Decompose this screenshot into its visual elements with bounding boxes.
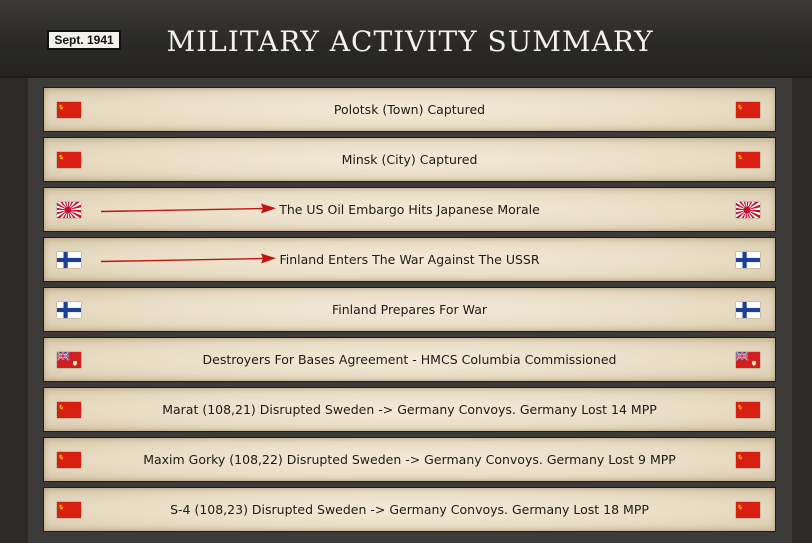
- soviet-flag-icon: [736, 102, 760, 118]
- list-item-text: Finland Prepares For War: [331, 302, 487, 317]
- list-item[interactable]: [43, 437, 776, 482]
- list-item-text: Finland Enters The War Against The USSR: [279, 252, 540, 267]
- finland-flag-icon: [57, 252, 81, 268]
- soviet-flag-icon: [736, 152, 760, 168]
- list-item-text: Maxim Gorky (108,22) Disrupted Sweden -> Germany Convoys. Germany Lost 9 MPP: [143, 452, 676, 467]
- soviet-flag-icon: [736, 452, 760, 468]
- list-item[interactable]: [43, 87, 776, 132]
- page-title: MILITARY ACTIVITY SUMMARY: [166, 25, 654, 58]
- canada-red-ensign-icon: [736, 352, 760, 368]
- list-item-text: Marat (108,21) Disrupted Sweden -> Germany Convoys. Germany Lost 14 MPP: [162, 402, 657, 417]
- soviet-flag-icon: [57, 102, 81, 118]
- list-item[interactable]: [43, 287, 776, 332]
- finland-flag-icon: [57, 302, 81, 318]
- canada-red-ensign-icon: [57, 352, 81, 368]
- finland-flag-icon: [736, 302, 760, 318]
- soviet-flag-icon: [736, 502, 760, 518]
- list-item-text: Minsk (City) Captured: [341, 152, 478, 167]
- arrow-right-icon: [101, 252, 276, 268]
- list-item[interactable]: [43, 337, 776, 382]
- soviet-flag-icon: [57, 452, 81, 468]
- list-item-text: Polotsk (Town) Captured: [333, 102, 486, 117]
- date-badge: Sept. 1941: [47, 30, 121, 50]
- list-item[interactable]: [43, 237, 776, 282]
- soviet-flag-icon: [57, 152, 81, 168]
- list-item-text: The US Oil Embargo Hits Japanese Morale: [279, 202, 540, 217]
- soviet-flag-icon: [57, 502, 81, 518]
- japan-rising-sun-flag-icon: [57, 202, 81, 218]
- japan-rising-sun-flag-icon: [736, 202, 760, 218]
- header-bar: [0, 0, 812, 78]
- list-item[interactable]: [43, 187, 776, 232]
- list-item-text: Destroyers For Bases Agreement - HMCS Columbia Commissioned: [202, 352, 617, 367]
- list-item[interactable]: [43, 387, 776, 432]
- list-item[interactable]: [43, 137, 776, 182]
- arrow-right-icon: [101, 202, 276, 218]
- list-item-text: S-4 (108,23) Disrupted Sweden -> Germany Convoys. Germany Lost 18 MPP: [170, 502, 649, 517]
- list-item[interactable]: [43, 487, 776, 532]
- summary-list: [43, 87, 776, 537]
- soviet-flag-icon: [57, 402, 81, 418]
- finland-flag-icon: [736, 252, 760, 268]
- soviet-flag-icon: [736, 402, 760, 418]
